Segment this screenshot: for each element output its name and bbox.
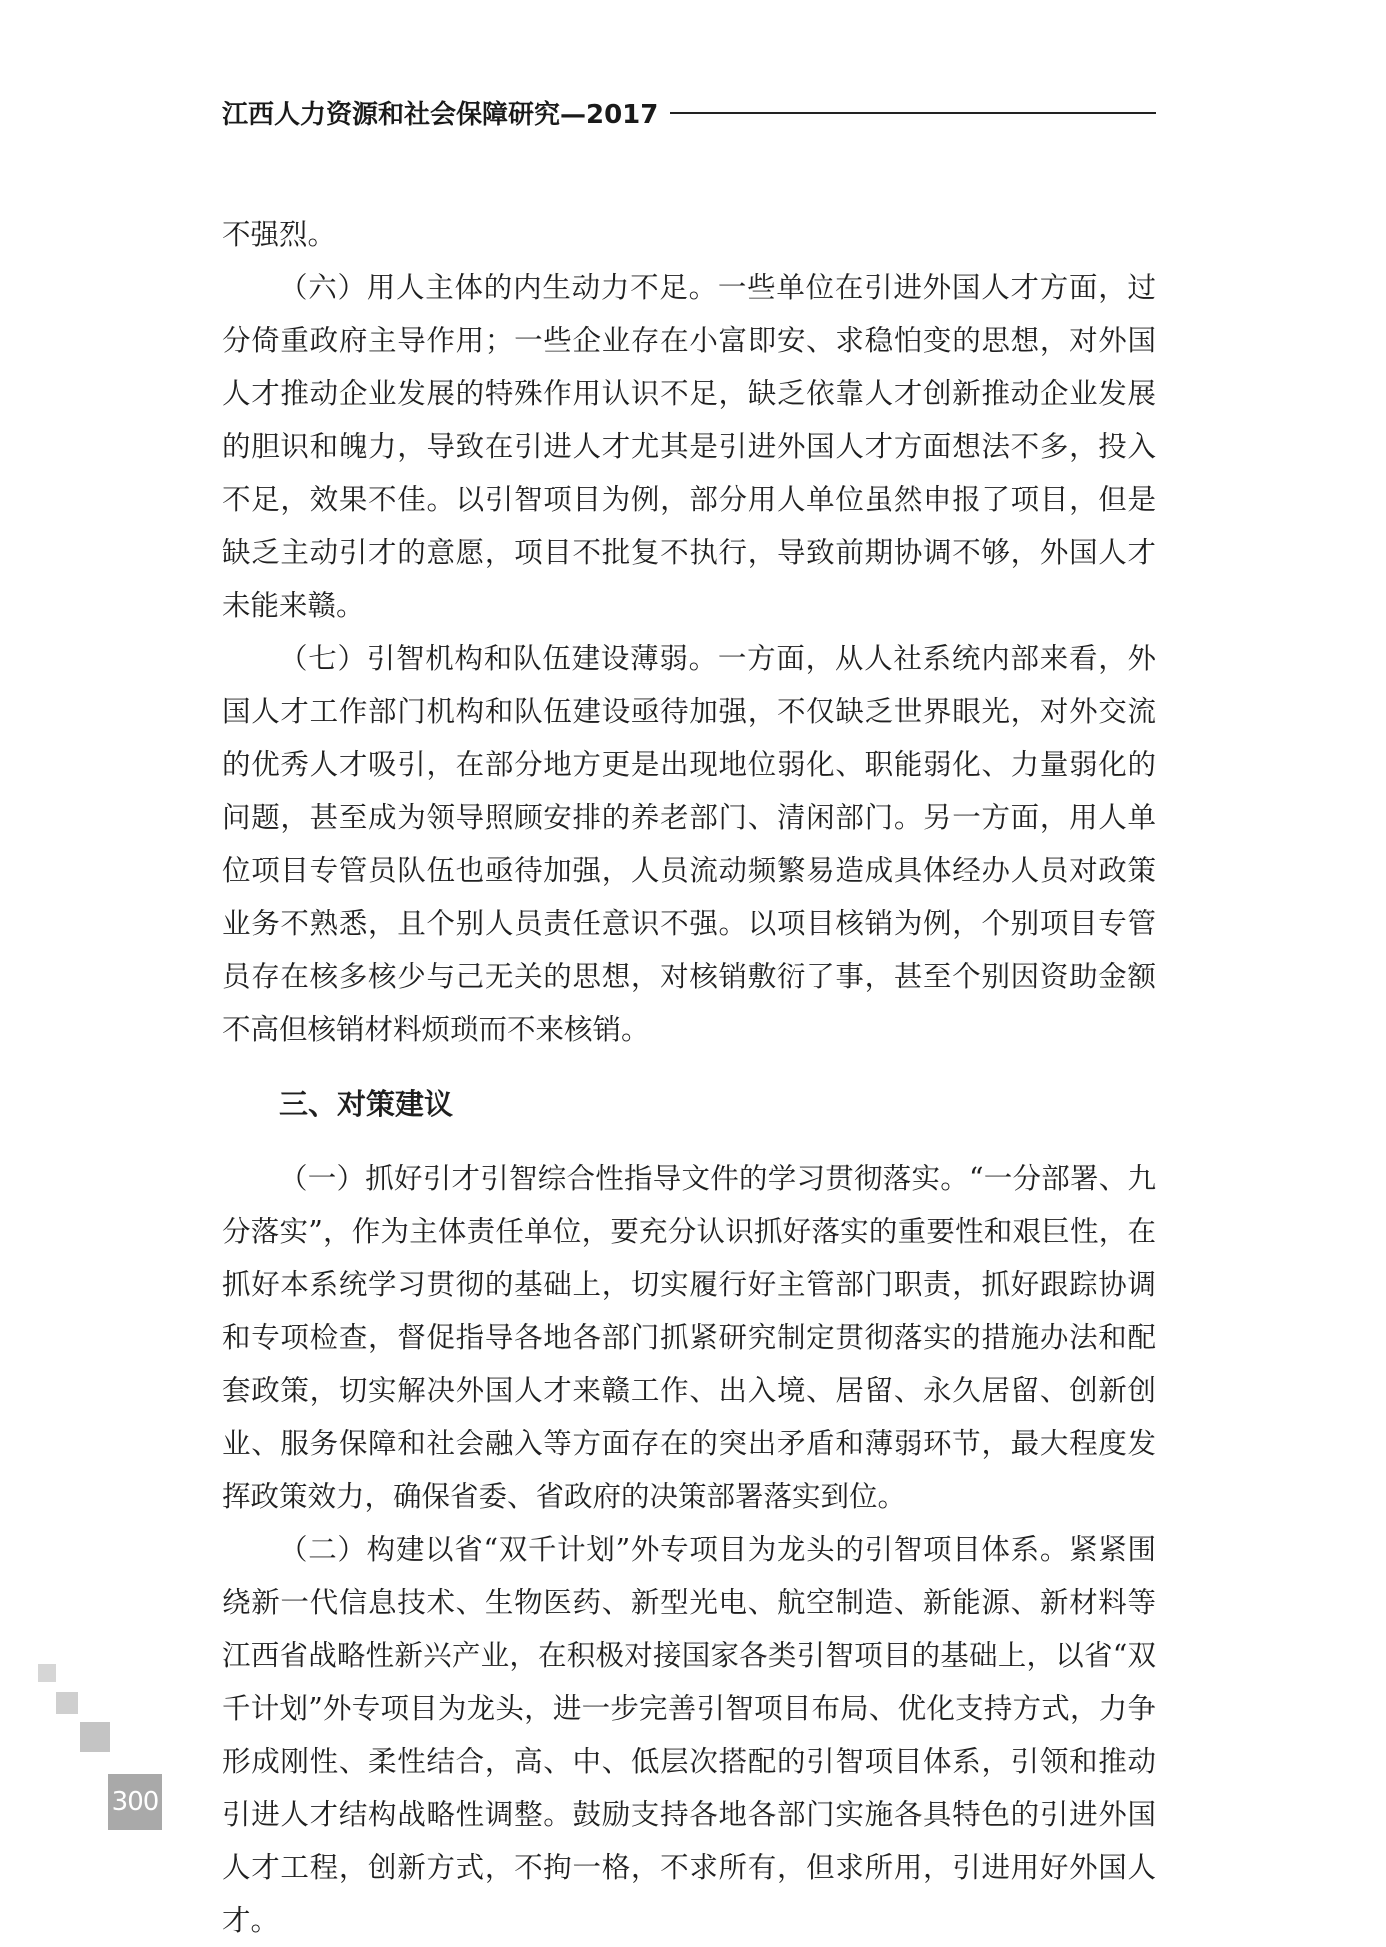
section-heading: 三、对策建议	[279, 1087, 454, 1121]
paragraph-point-six: （六）用人主体的内生动力不足。一些单位在引进外国人才方面，过分倚重政府主导作用；一些企业存在小富即安、求稳怕变的思想，对外国人才推动企业发展的特殊作用认识不足，缺乏依靠人才创新推动企业发展的胆识和魄力，导致在引进人才尤其是引进外国人才方面想法不多，投入不足，效果不佳。以引智项目为例，部分用人单位虽然申报了项目，但是缺乏主动引才的意愿，项目不批复不执行，导致前期协调不够，外国人才未能来赣。	[222, 271, 1156, 622]
running-header	[222, 88, 1156, 136]
header-rule	[670, 112, 1156, 114]
deco-square-1	[38, 1664, 56, 1682]
paragraph-suggestion-two: （二）构建以省“双千计划”外专项目为龙头的引智项目体系。紧紧围绕新一代信息技术、生物医药、新型光电、航空制造、新能源、新材料等江西省战略性新兴产业，在积极对接国家各类引智项目的基础上，以省“双千计划”外专项目为龙头，进一步完善引智项目布局、优化支持方式，力争形成刚性、柔性结合，高、中、低层次搭配的引智项目体系，引领和推动引进人才结构战略性调整。鼓励支持各地各部门实施各具特色的引进外国人才工程，创新方式，不拘一格，不求所有，但求所用，引进用好外国人才。	[222, 1533, 1156, 1937]
page-number-box	[108, 1774, 162, 1830]
page-number: 300	[111, 1787, 159, 1817]
paragraph-suggestion-one: （一）抓好引才引智综合性指导文件的学习贯彻落实。“一分部署、九分落实”，作为主体责任单位，要充分认识抓好落实的重要性和艰巨性，在抓好本系统学习贯彻的基础上，切实履行好主管部门职责，抓好跟踪协调和专项检查，督促指导各地各部门抓紧研究制定贯彻落实的措施办法和配套政策，切实解决外国人才来赣工作、出入境、居留、永久居留、创新创业、服务保障和社会融入等方面存在的突出矛盾和薄弱环节，最大程度发挥政策效力，确保省委、省政府的决策部署落实到位。	[222, 1162, 1156, 1513]
deco-square-2	[56, 1692, 78, 1714]
body-text	[222, 208, 1156, 1947]
deco-square-3	[80, 1722, 110, 1752]
paragraph-continuation: 不强烈。	[222, 218, 337, 251]
header-title: 江西人力资源和社会保障研究—2017	[222, 99, 659, 130]
paragraph-point-seven: （七）引智机构和队伍建设薄弱。一方面，从人社系统内部来看，外国人才工作部门机构和队伍建设亟待加强，不仅缺乏世界眼光，对外交流的优秀人才吸引，在部分地方更是出现地位弱化、职能弱化、力量弱化的问题，甚至成为领导照顾安排的养老部门、清闲部门。另一方面，用人单位项目专管员队伍也亟待加强，人员流动频繁易造成具体经办人员对政策业务不熟悉，且个别人员责任意识不强。以项目核销为例，个别项目专管员存在核多核少与己无关的思想，对核销敷衍了事，甚至个别因资助金额不高但核销材料烦琐而不来核销。	[222, 642, 1156, 1046]
